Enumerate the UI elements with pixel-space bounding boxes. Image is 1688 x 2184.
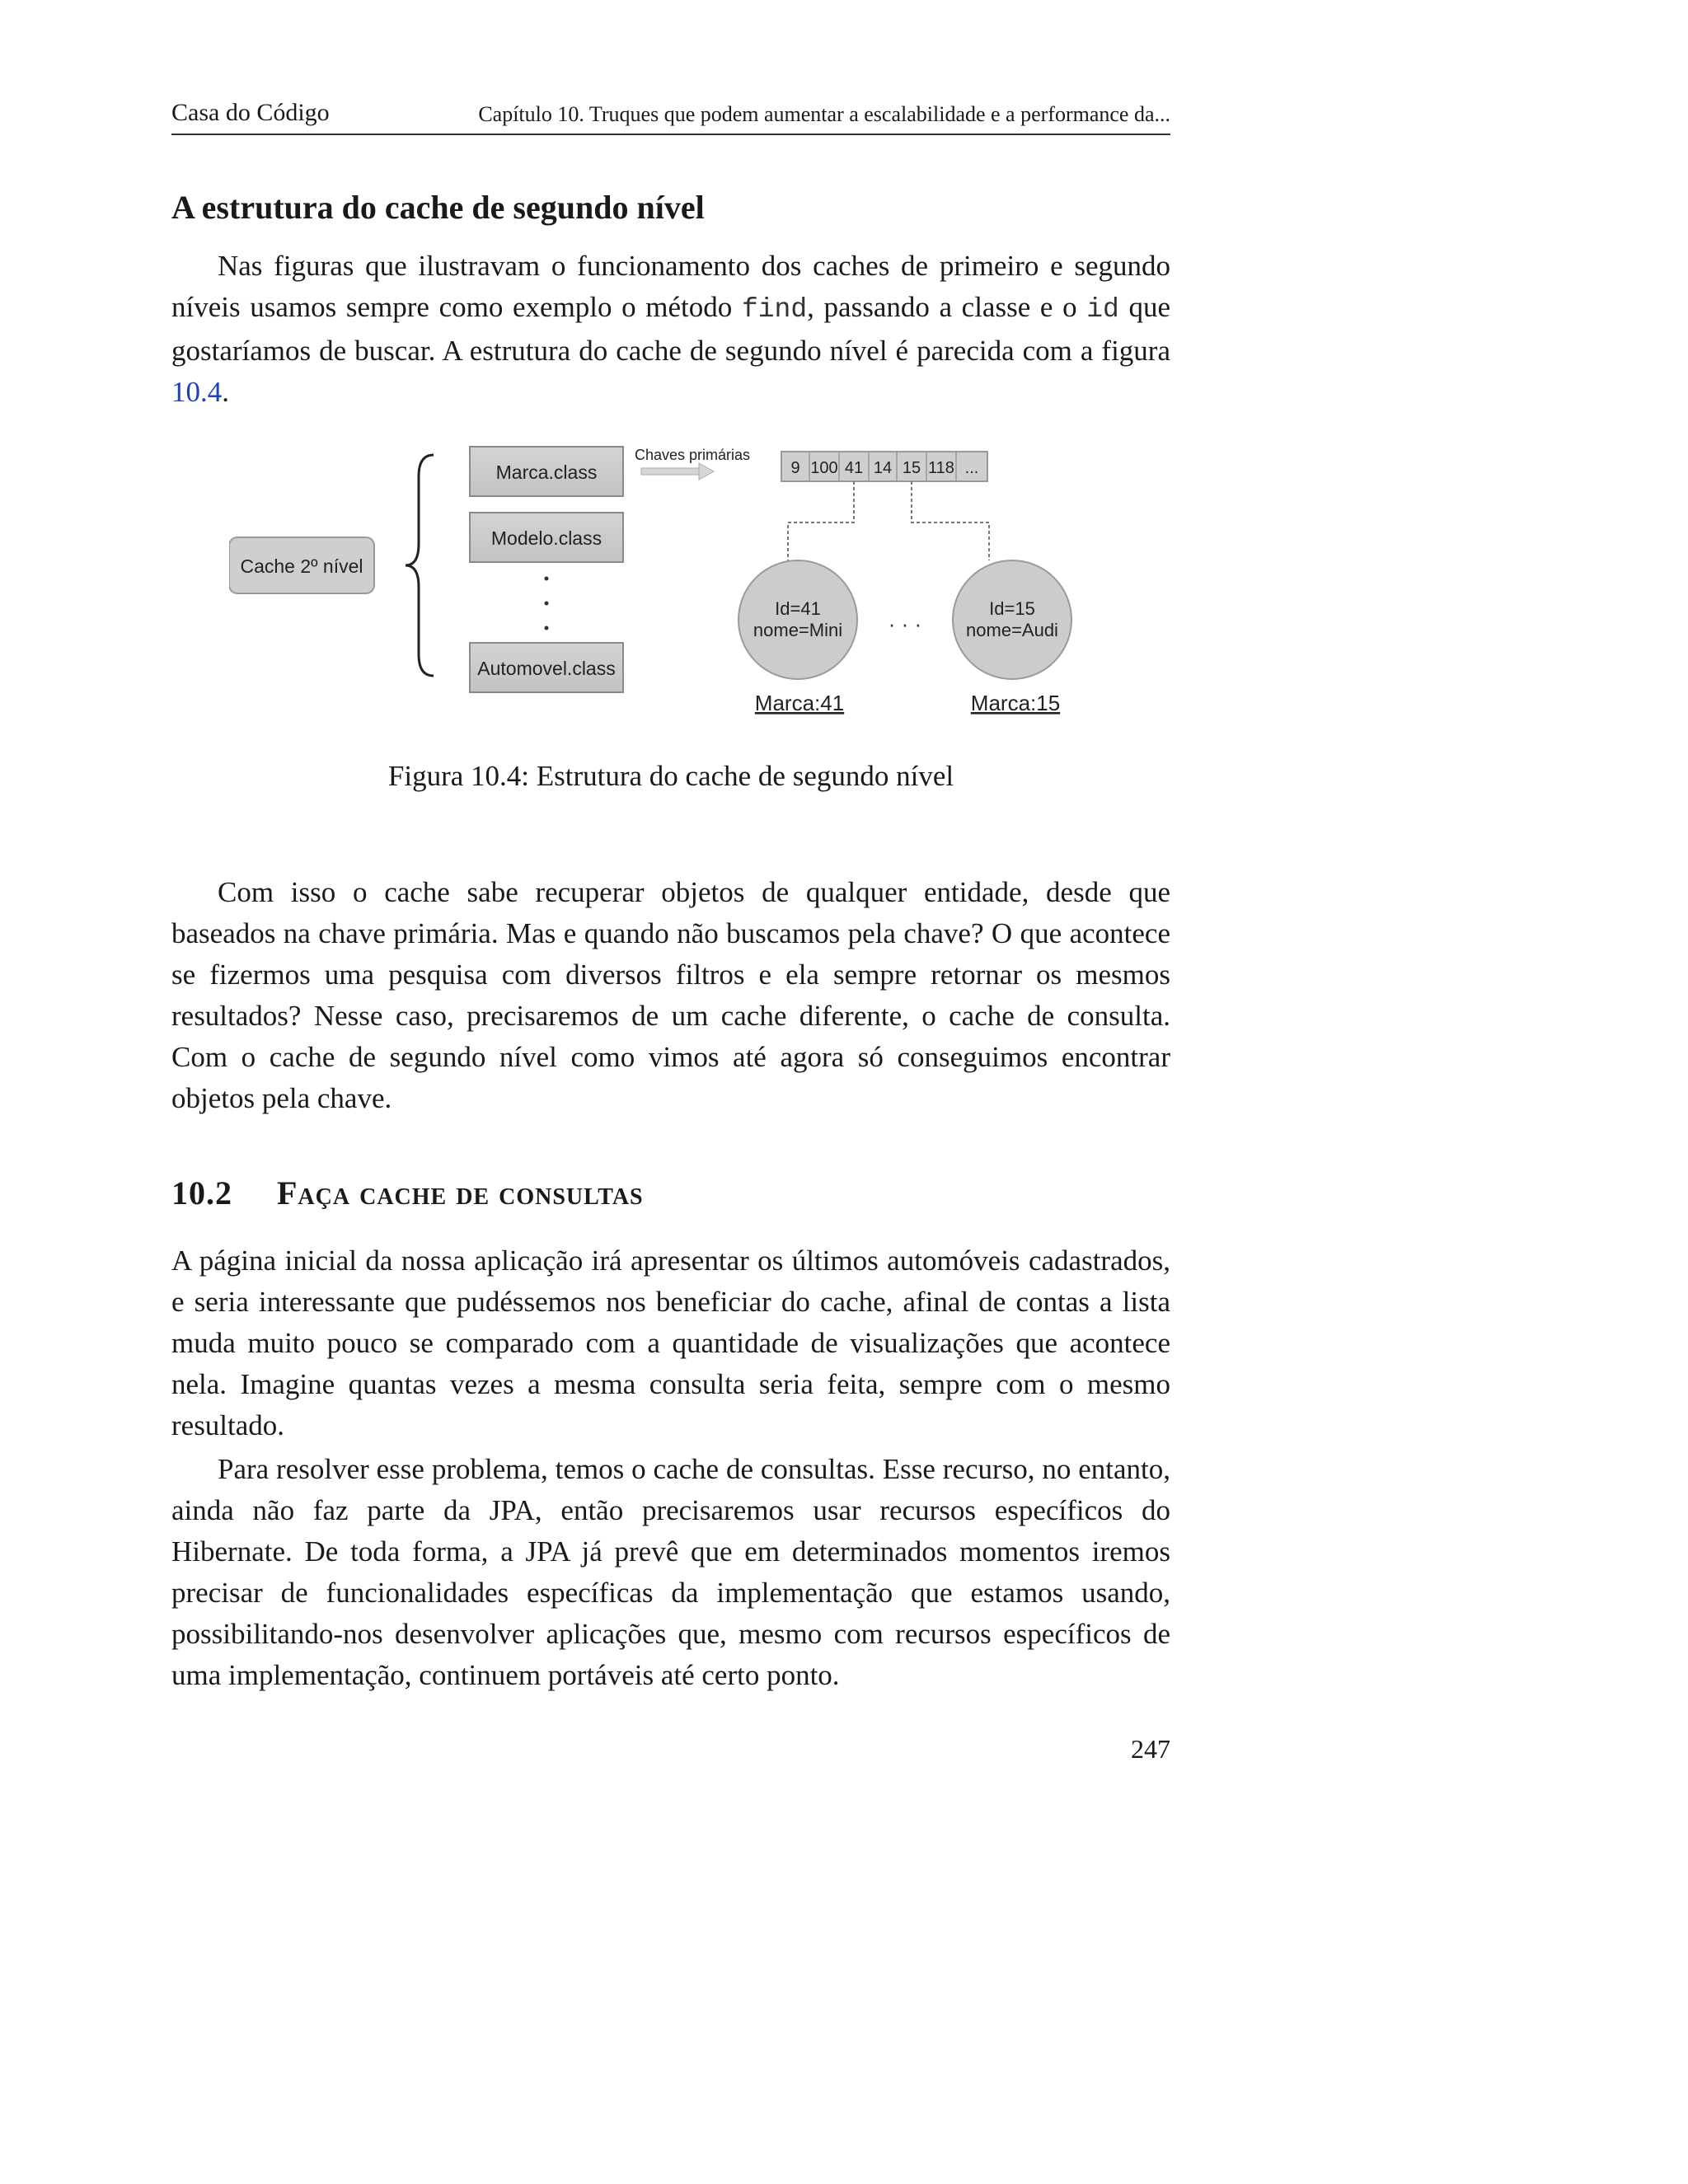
object-id: Id=41 bbox=[775, 598, 821, 619]
class-label: Marca.class bbox=[495, 462, 598, 483]
chapter-title: Capítulo 10. Truques que podem aumentar a escalabilidade e a performance da... bbox=[478, 102, 1170, 126]
class-label: Modelo.class bbox=[490, 527, 603, 549]
primary-keys-label: Chaves primárias bbox=[635, 447, 751, 463]
intro-text-3: que gostaríamos de buscar. A estrutura do cache de segundo nível é parecida com a figura bbox=[171, 291, 1171, 367]
object-name: nome=Mini bbox=[753, 620, 843, 640]
key-cell: ... bbox=[964, 459, 979, 477]
class-box bbox=[470, 447, 623, 496]
section-title: Faça cache de consultas bbox=[277, 1174, 644, 1212]
primary-keys-array bbox=[781, 452, 987, 481]
section-number: 10.2 bbox=[171, 1174, 232, 1212]
intro-text-1: Nas figuras que ilustravam o funcionamento dos caches de primeiro e segundo níveis usamos sempre como exemplo o método bbox=[171, 250, 1170, 323]
book-title: Casa do Código bbox=[171, 99, 330, 126]
class-box bbox=[470, 643, 623, 692]
section-paragraph-2: Para resolver esse problema, temos o cache de consultas. Esse recurso, no entanto, ainda não faz parte da JPA, então precisaremos usar recursos específicos do Hibernate. De toda forma, a JPA já prevê que em determinados momentos iremos precisar de funcionalidades específicas da implementação que estamos usando, possibilitando-nos desenvolver aplicações que, mesmo com recursos específicos de uma implementação, continuem portáveis até certo ponto. bbox=[171, 1453, 1170, 1691]
connector-line bbox=[788, 481, 854, 560]
cache-structure-diagram bbox=[229, 437, 1136, 725]
cached-object bbox=[738, 560, 857, 715]
key-cell: 100 bbox=[810, 459, 838, 477]
section-heading bbox=[171, 1174, 644, 1212]
subsection-title: A estrutura do cache de segundo nível bbox=[171, 189, 705, 226]
cache-level-2-box bbox=[229, 537, 374, 593]
code-id: id bbox=[1086, 294, 1119, 325]
class-box bbox=[470, 513, 623, 562]
section-paragraph-1: A página inicial da nossa aplicação irá apresentar os últimos automóveis cadastrados, e seria interessante que pudéssemos nos beneficiar do cache, afinal de contas a lista muda muito pouco se comparado com a quantidade de visualizações que acontece nela. Imagine quantas vezes a mesma consulta seria feita, sempre com o mesmo resultado. bbox=[171, 1244, 1170, 1441]
object-label: Marca:15 bbox=[970, 691, 1061, 715]
figure-reference-link[interactable]: 10.4 bbox=[171, 376, 223, 408]
page-number: 247 bbox=[1131, 1734, 1170, 1764]
object-label: Marca:41 bbox=[754, 691, 845, 715]
cache-level-2-label: Cache 2º nível bbox=[240, 555, 363, 577]
code-find: find bbox=[741, 294, 808, 325]
vertical-ellipsis bbox=[545, 577, 549, 630]
key-cell: 41 bbox=[844, 459, 864, 477]
horizontal-ellipsis: · · · bbox=[888, 612, 922, 636]
intro-text-4: . bbox=[222, 376, 229, 408]
arrow-right-icon bbox=[641, 463, 714, 480]
cached-object bbox=[953, 560, 1071, 715]
intro-text-2: , passando a classe e o bbox=[807, 291, 1087, 323]
intro-paragraph bbox=[171, 246, 1170, 413]
connector-line bbox=[912, 481, 989, 560]
class-label: Automovel.class bbox=[477, 658, 616, 679]
brace-shape bbox=[406, 455, 434, 676]
key-cell: 118 bbox=[928, 459, 954, 477]
key-cell: 15 bbox=[902, 459, 921, 477]
running-header bbox=[171, 97, 1170, 135]
key-cell: 9 bbox=[790, 459, 800, 477]
key-cell: 14 bbox=[873, 459, 893, 477]
object-id: Id=15 bbox=[989, 598, 1035, 619]
object-name: nome=Audi bbox=[966, 620, 1058, 640]
paragraph-after-figure: Com isso o cache sabe recuperar objetos de qualquer entidade, desde que baseados na chave primária. Mas e quando não buscamos pela chave? O que acontece se fizermos uma pesquisa com diversos filtros e ela sempre retornar os mesmos resultados? Nesse caso, precisaremos de um cache diferente, o cache de consulta. Com o cache de segundo nível como vimos até agora só conseguimos encontrar objetos pela chave. bbox=[171, 876, 1170, 1114]
figure-caption: Figura 10.4: Estrutura do cache de segundo nível bbox=[387, 760, 954, 792]
